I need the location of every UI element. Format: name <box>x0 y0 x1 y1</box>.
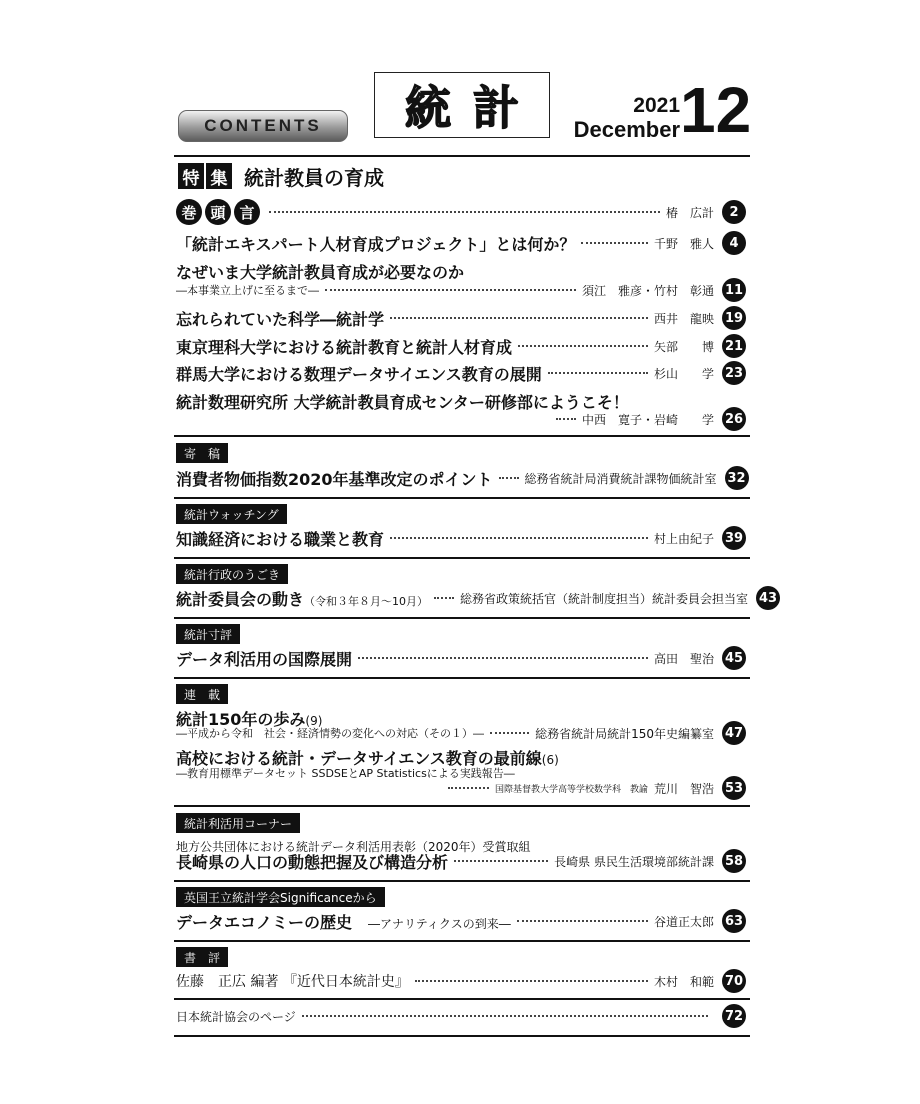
page-number: 19 <box>722 306 746 330</box>
page-number: 39 <box>722 526 746 550</box>
entry-author: 総務省統計局消費統計課物価統計室 <box>524 471 717 486</box>
page-number: 21 <box>722 334 746 358</box>
toc-entry[interactable] <box>176 230 746 256</box>
entry-author: 杉山 学 <box>653 366 714 381</box>
issue-number: 12 <box>680 74 752 146</box>
entry-title[interactable]: 統計150年の歩み(9) <box>176 710 323 729</box>
page-number: 72 <box>722 1004 746 1028</box>
page-number: 2 <box>722 200 746 224</box>
toc-entry[interactable] <box>176 1003 746 1029</box>
entry-title: 長崎県の人口の動態把握及び構造分析 <box>176 852 449 872</box>
section-label: 統計ウォッチング <box>176 504 287 524</box>
entry-author: 荒川 智浩 <box>653 781 714 796</box>
kantougen-char: 巻 <box>176 199 202 225</box>
entry-author: 総務省政策統括官（統計制度担当）統計委員会担当室 <box>460 591 749 606</box>
entry-author: 矢部 博 <box>653 339 714 354</box>
page-number: 53 <box>722 776 746 800</box>
toc-entry[interactable] <box>176 360 746 386</box>
section-label: 統計寸評 <box>176 624 240 644</box>
issue-year: 2021 <box>633 94 680 117</box>
divider <box>174 677 750 679</box>
feature-heading <box>178 162 384 190</box>
leader-dots <box>454 860 548 862</box>
entry-author: 椿 広計 <box>665 205 714 220</box>
entry-title: データ利活用の国際展開 <box>176 649 353 669</box>
kantougen-char: 頭 <box>205 199 231 225</box>
leader-dots <box>556 418 576 420</box>
entry-author-org: 国際基督教大学高等学校数学科 教諭 <box>494 784 648 795</box>
divider <box>174 998 750 1000</box>
page-number: 11 <box>722 278 746 302</box>
feature-tag: 集 <box>206 163 232 189</box>
entry-title[interactable]: 高校における統計・データサイエンス教育の最前線(6) <box>176 749 559 768</box>
entry-author: 総務省統計局統計150年史編纂室 <box>535 726 714 741</box>
leader-dots <box>390 317 648 319</box>
divider <box>174 497 750 499</box>
entry-title: 東京理科大学における統計教育と統計人材育成 <box>176 337 513 357</box>
leader-dots <box>548 372 648 374</box>
toc-entry[interactable] <box>176 775 746 801</box>
leader-dots <box>390 537 648 539</box>
kantougen-char: 言 <box>234 199 260 225</box>
toc-entry[interactable] <box>176 305 746 331</box>
page-number: 45 <box>722 646 746 670</box>
entry-title: 日本統計協会のページ <box>176 1009 296 1024</box>
toc-entry[interactable] <box>176 277 746 303</box>
leader-dots <box>517 920 648 922</box>
page-number: 63 <box>722 909 746 933</box>
leader-dots <box>269 211 660 213</box>
entry-title: 忘れられていた科学―統計学 <box>176 309 385 329</box>
toc-entry[interactable] <box>176 465 746 491</box>
entry-title: 「統計エキスパート人材育成プロジェクト」とは何か？ <box>176 234 576 254</box>
leader-dots <box>448 787 489 789</box>
section-label: 書 評 <box>176 947 228 967</box>
entry-title-note: (9) <box>305 714 323 728</box>
entry-title: データエコノミーの歴史 <box>176 912 353 932</box>
divider <box>174 557 750 559</box>
entry-author: 村上由紀子 <box>653 531 714 546</box>
divider <box>174 1035 750 1037</box>
issue-month: December <box>573 117 680 142</box>
entry-author: 千野 雅人 <box>653 236 714 251</box>
toc-entry[interactable] <box>176 848 746 874</box>
magazine-title-box <box>374 72 550 138</box>
entry-subtitle: ―平成から令和 社会・経済情勢の変化への対応（その１）― <box>176 727 484 740</box>
magazine-title: 統計 <box>405 81 541 135</box>
entry-title: 佐藤 正広 編著 『近代日本統計史』 <box>176 974 409 990</box>
entry-title: 統計委員会の動き <box>176 589 305 609</box>
entry-author: 須江 雅彦・竹村 彰通 <box>581 283 714 298</box>
entry-title-note: (6) <box>541 753 559 767</box>
leader-dots <box>434 597 454 599</box>
contents-label: CONTENTS <box>178 110 348 142</box>
entry-subtitle: ―本事業立上げに至るまで― <box>176 284 319 297</box>
toc-entry[interactable] <box>176 333 746 359</box>
section-label: 連 載 <box>176 684 228 704</box>
entry-author: 西井 龍映 <box>653 311 714 326</box>
entry-title: 群馬大学における数理データサイエンス教育の展開 <box>176 364 542 384</box>
divider <box>174 805 750 807</box>
toc-entry-kantougen[interactable] <box>176 199 746 225</box>
page-number: 26 <box>722 407 746 431</box>
entry-pretitle: 地方公共団体における統計データ利活用表彰（2020年）受賞取組 <box>176 840 531 854</box>
entry-subtitle: ―教育用標準データセット SSDSEとAP Statisticsによる実践報告― <box>176 767 515 780</box>
divider <box>174 155 750 157</box>
toc-entry[interactable] <box>176 645 746 671</box>
toc-entry[interactable] <box>176 720 746 746</box>
leader-dots <box>490 732 529 734</box>
feature-tag: 特 <box>178 163 204 189</box>
divider <box>174 617 750 619</box>
entry-author: 木村 和範 <box>653 974 714 989</box>
entry-title: 知識経済における職業と教育 <box>176 529 385 549</box>
page-number: 4 <box>722 231 746 255</box>
entry-title-note: （令和３年８月～10月） <box>304 594 429 608</box>
section-label: 統計行政のうごき <box>176 564 288 584</box>
divider <box>174 435 750 437</box>
masthead <box>178 72 750 160</box>
entry-author: 長崎県 県民生活環境部統計課 <box>554 854 714 869</box>
entry-author: 中西 寛子・岩崎 学 <box>582 412 715 427</box>
leader-dots <box>358 657 648 659</box>
feature-title: 統計教員の育成 <box>244 165 384 190</box>
divider <box>174 940 750 942</box>
toc-entry[interactable] <box>176 968 746 994</box>
page-number: 58 <box>722 849 746 873</box>
leader-dots <box>581 242 648 244</box>
toc-entry[interactable] <box>176 908 746 934</box>
section-label: 寄 稿 <box>176 443 228 463</box>
leader-dots <box>518 345 648 347</box>
section-label: 統計利活用コーナー <box>176 813 300 833</box>
toc-entry[interactable] <box>176 585 778 611</box>
leader-dots <box>302 1015 708 1017</box>
divider <box>174 880 750 882</box>
entry-author: 谷道正太郎 <box>653 914 714 929</box>
leader-dots <box>499 477 519 479</box>
page-number: 70 <box>722 969 746 993</box>
page-number: 47 <box>722 721 746 745</box>
leader-dots <box>415 980 648 982</box>
toc-entry[interactable] <box>176 525 746 551</box>
entry-title[interactable]: なぜいま大学統計教員育成が必要なのか <box>176 263 465 282</box>
leader-dots <box>325 289 576 291</box>
entry-title: 消費者物価指数2020年基準改定のポイント <box>176 469 493 489</box>
page-number: 43 <box>756 586 780 610</box>
page-number: 23 <box>722 361 746 385</box>
entry-title-note: ―アナリティクスの到来― <box>368 916 511 931</box>
toc-entry[interactable] <box>176 406 746 432</box>
section-label: 英国王立統計学会Significanceから <box>176 887 385 907</box>
entry-title[interactable]: 統計数理研究所 大学統計教員育成センター研修部にようこそ！ <box>176 393 629 412</box>
page-number: 32 <box>725 466 749 490</box>
entry-author: 高田 聖治 <box>653 651 714 666</box>
